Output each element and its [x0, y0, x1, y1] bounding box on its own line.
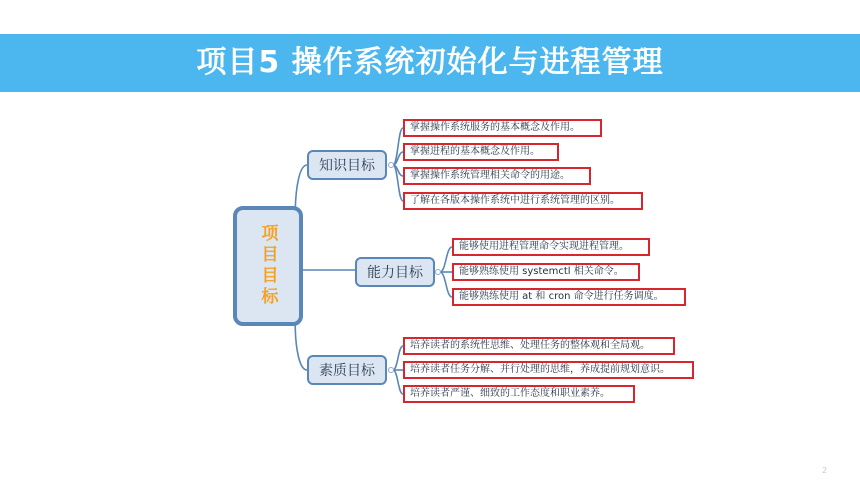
branch-label-quality: 素质目标: [319, 363, 375, 379]
page-title: 项目5 操作系统初始化与进程管理: [196, 45, 664, 80]
branch-node-ability[interactable]: [355, 257, 435, 287]
connector-ability-3: [440, 272, 452, 297]
collapse-dot-quality: [389, 368, 394, 373]
collapse-dot-knowledge: [389, 163, 394, 168]
leaf-knowledge-4[interactable]: 了解在各版本操作系统中进行系统管理的区别。: [403, 192, 643, 210]
leaf-knowledge-3[interactable]: 掌握操作系统管理相关命令的用途。: [403, 167, 591, 185]
connector-quality-3: [393, 370, 403, 394]
page-number: 2: [822, 466, 828, 475]
leaf-quality-2[interactable]: 培养读者任务分解、并行处理的思维，养成提前规划意识。: [403, 361, 694, 379]
leaf-quality-1[interactable]: 培养读者的系统性思维、处理任务的整体观和全局观。: [403, 337, 675, 355]
leaf-ability-2[interactable]: 能够熟练使用 systemctl 相关命令。: [452, 263, 640, 281]
root-node[interactable]: [233, 206, 303, 326]
leaf-quality-3[interactable]: 培养读者严谨、细致的工作态度和职业素养。: [403, 385, 635, 403]
connector-ability-1: [440, 247, 452, 272]
branch-node-knowledge[interactable]: [307, 150, 387, 180]
root-node-label: 项目目标: [257, 224, 278, 308]
leaf-ability-3[interactable]: 能够熟练使用 at 和 cron 命令进行任务调度。: [452, 288, 686, 306]
leaf-knowledge-1[interactable]: 掌握操作系统服务的基本概念及作用。: [403, 119, 602, 137]
collapse-dot-ability: [436, 270, 441, 275]
leaf-ability-1[interactable]: 能够使用进程管理命令实现进程管理。: [452, 238, 650, 256]
branch-node-quality[interactable]: [307, 355, 387, 385]
connector-quality-1: [393, 346, 403, 370]
branch-label-ability: 能力目标: [367, 265, 423, 281]
leaf-knowledge-2[interactable]: 掌握进程的基本概念及作用。: [403, 143, 559, 161]
branch-label-knowledge: 知识目标: [319, 158, 375, 174]
